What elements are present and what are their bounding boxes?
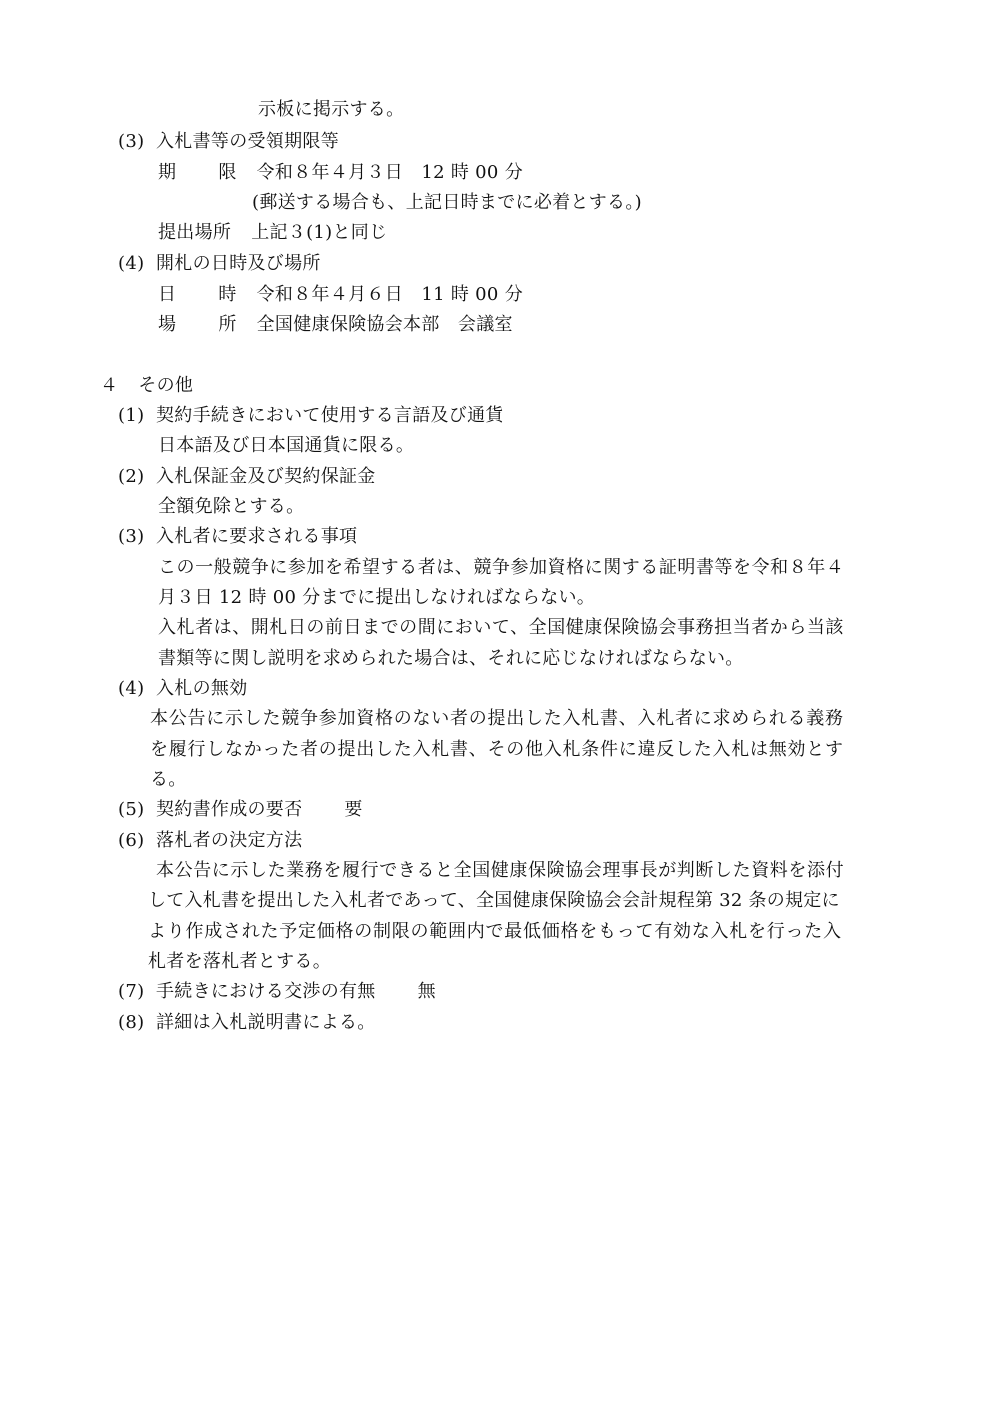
- s4-6-line2-text: して入札書を提出した入札者であって、全国健康保険協会会計規程第 32 条の規定に: [148, 890, 840, 911]
- s4-3-p1-line2: [158, 586, 595, 610]
- s4-6-line3-text: より作成された予定価格の制限の範囲内で最低価格をもって有効な入札を行った入: [148, 921, 842, 942]
- s4-8-row: [118, 1011, 376, 1035]
- s3-3-heading: [118, 130, 339, 154]
- s4-6-line3: [148, 920, 842, 944]
- s3-4-place-row: [158, 313, 513, 337]
- s4-6-heading-text: 落札者の決定方法: [156, 830, 303, 851]
- s4-6-line1-text: 本公告に示した業務を履行できると全国健康保険協会理事長が判断した資料を添付: [156, 860, 845, 881]
- s4-7-row: [118, 980, 436, 1004]
- s4-heading: [100, 374, 193, 398]
- s4-3-p2-line2-text: 書類等に関し説明を求められた場合は、それに応じなければならない。: [158, 648, 744, 669]
- s3-4-heading-text: 開札の日時及び場所: [156, 253, 321, 274]
- deadline-label-b: 限: [218, 162, 237, 183]
- s3-3-deadline-note: [252, 191, 642, 215]
- s4-4-line3: [150, 768, 187, 792]
- s4-8-heading-text: 詳細は入札説明書による。: [156, 1012, 376, 1033]
- s3-2-continuation-text: 示板に掲示する。: [258, 99, 405, 120]
- s4-7-value: 無: [417, 981, 436, 1002]
- s4-4-line3-text: る。: [150, 769, 187, 790]
- opening-date-label-b: 時: [218, 284, 237, 305]
- s3-3-heading-text: 入札書等の受領期限等: [156, 131, 339, 152]
- s3-3-place-row: [158, 221, 387, 245]
- s3-2-continuation: [258, 98, 404, 122]
- s4-5-row: [118, 798, 363, 822]
- s4-6-line4-text: 札者を落札者とする。: [148, 951, 331, 972]
- s4-number: ４: [100, 375, 119, 396]
- s4-4-line1-text: 本公告に示した競争参加資格のない者の提出した入札書、入札者に求められる義務: [150, 708, 844, 729]
- s4-3-p2-line2: [158, 647, 744, 671]
- s4-3-p1-line1-text: この一般競争に参加を希望する者は、競争参加資格に関する証明書等を令和８年４: [158, 557, 845, 578]
- submission-place-label: 提出場所: [158, 222, 232, 243]
- deadline-note-text: (郵送する場合も、上記日時までに必着とする。): [252, 192, 642, 213]
- s4-1-body: [158, 434, 414, 458]
- s4-4-line2: [150, 738, 844, 762]
- s4-3-p2-line1-text: 入札者は、開札日の前日までの間において、全国健康保険協会事務担当者から当該: [158, 617, 844, 638]
- s4-4-heading: [118, 677, 248, 701]
- s4-4-heading-text: 入札の無効: [156, 678, 248, 699]
- submission-place-value: 上記３(1)と同じ: [251, 222, 388, 243]
- s3-3-deadline-row: [158, 161, 523, 185]
- opening-place-label-b: 所: [218, 314, 237, 335]
- s4-1-heading: [118, 404, 504, 428]
- s4-3-p1-line1: [158, 556, 844, 580]
- opening-date-value: 令和８年４月６日 11 時 00 分: [256, 284, 523, 305]
- s4-8-number: (8): [118, 1012, 145, 1033]
- s4-5-number: (5): [118, 799, 145, 820]
- s3-4-heading: [118, 252, 321, 276]
- s4-2-heading-text: 入札保証金及び契約保証金: [156, 466, 376, 487]
- opening-date-label-a: 日: [158, 284, 177, 305]
- s4-4-number: (4): [118, 678, 145, 699]
- s4-2-number: (2): [118, 466, 145, 487]
- s4-7-heading-text: 手続きにおける交渉の有無: [156, 981, 376, 1002]
- opening-place-value: 全国健康保険協会本部 会議室: [256, 314, 513, 335]
- s4-3-p1-line2-text: 月３日 12 時 00 分までに提出しなければならない。: [158, 587, 596, 608]
- s4-2-body-text: 全額免除とする。: [158, 496, 305, 517]
- opening-place-label-a: 場: [158, 314, 177, 335]
- s4-6-line2: [148, 889, 840, 913]
- s4-2-heading: [118, 465, 376, 489]
- s4-1-number: (1): [118, 405, 145, 426]
- s3-3-number: (3): [118, 131, 145, 152]
- s4-1-heading-text: 契約手続きにおいて使用する言語及び通貨: [156, 405, 504, 426]
- s4-6-line1: [156, 859, 844, 883]
- s4-3-p2-line1: [158, 616, 844, 640]
- s4-6-number: (6): [118, 830, 145, 851]
- s4-3-heading: [118, 525, 357, 549]
- s4-5-heading-text: 契約書作成の要否: [156, 799, 303, 820]
- s4-5-value: 要: [344, 799, 363, 820]
- s4-1-body-text: 日本語及び日本国通貨に限る。: [158, 435, 415, 456]
- s4-6-line4: [148, 950, 331, 974]
- s4-heading-text: その他: [138, 375, 194, 396]
- deadline-value: 令和８年４月３日 12 時 00 分: [256, 162, 523, 183]
- s3-4-date-row: [158, 283, 523, 307]
- s3-4-number: (4): [118, 253, 145, 274]
- s4-7-number: (7): [118, 981, 145, 1002]
- s4-4-line1: [150, 707, 844, 731]
- s4-3-number: (3): [118, 526, 145, 547]
- s4-2-body: [158, 495, 304, 519]
- s4-3-heading-text: 入札者に要求される事項: [156, 526, 358, 547]
- s4-6-heading: [118, 829, 302, 853]
- deadline-label-a: 期: [158, 162, 177, 183]
- s4-4-line2-text: を履行しなかった者の提出した入札書、その他入札条件に違反した入札は無効とす: [150, 739, 844, 760]
